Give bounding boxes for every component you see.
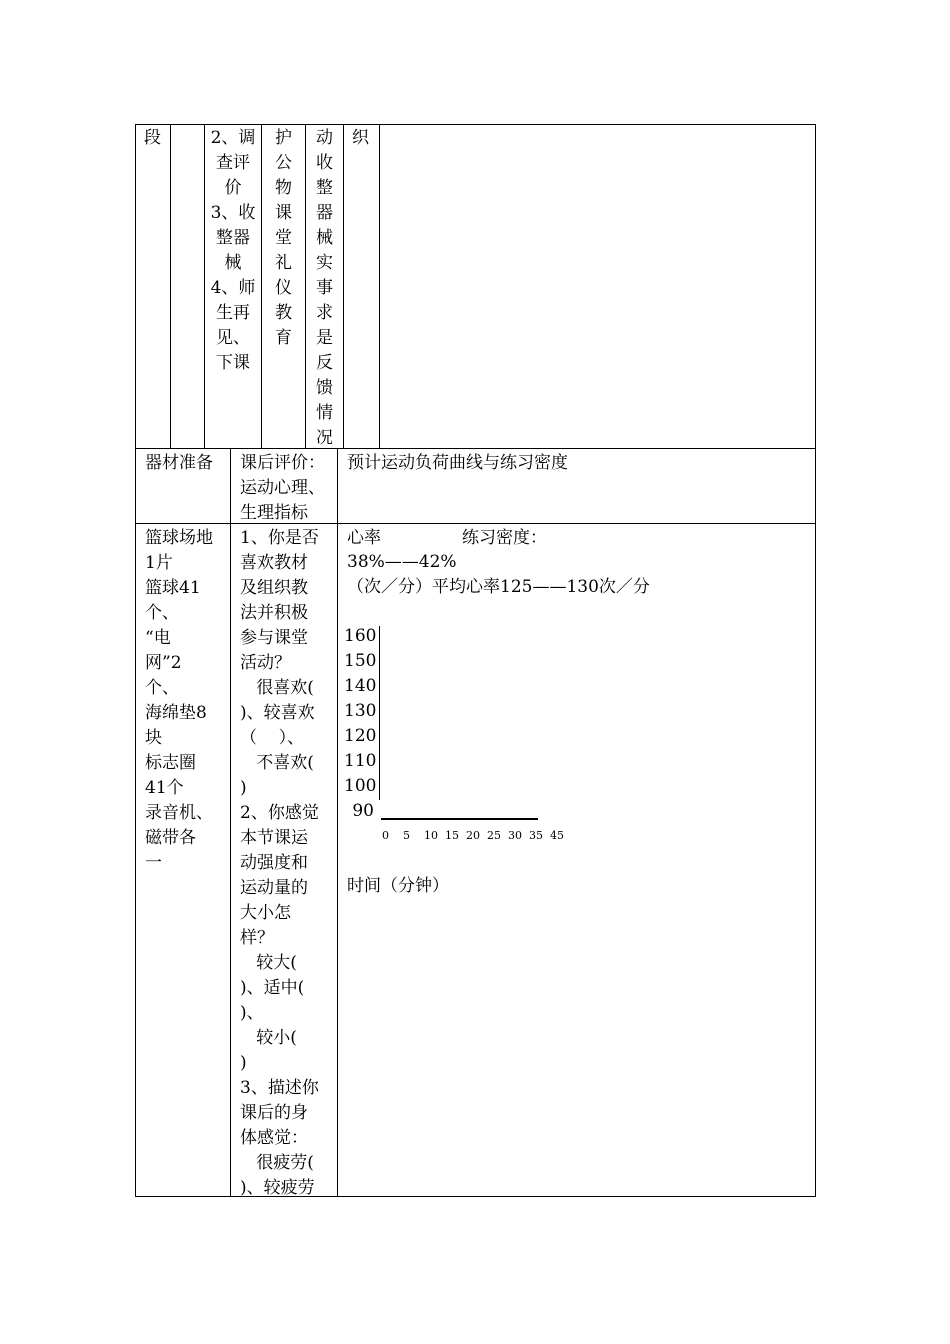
evaluation-line: 动强度和 (240, 853, 308, 873)
feedback-char: 反 (316, 353, 333, 373)
evaluation-line: )、适中( (240, 978, 305, 998)
x-tick-label: 35 (529, 829, 543, 842)
equipment-title: 器材准备 (145, 453, 213, 473)
education-char: 育 (275, 328, 292, 348)
density-label: 练习密度： (462, 528, 547, 548)
evaluation-line: 较大( (240, 953, 297, 973)
evaluation-line: 喜欢教材 (240, 553, 308, 573)
evaluation-line: )、较疲劳 (240, 1178, 315, 1198)
top-row-feedback-cell (306, 126, 343, 451)
feedback-char: 器 (316, 203, 333, 223)
education-char: 礼 (275, 253, 292, 273)
evaluation-line: 课后的身 (240, 1103, 308, 1123)
evaluation-line: )、较喜欢 (240, 703, 315, 723)
steps-line: 价 (224, 178, 242, 198)
equipment-line: 网”2 (145, 653, 182, 673)
evaluation-line: 及组织教 (240, 578, 308, 598)
equipment-list (145, 526, 213, 876)
low-col-sep-2 (337, 448, 338, 1196)
evaluation-line: 较小( (240, 1028, 297, 1048)
heart-rate-chart (340, 620, 600, 850)
top-row-stage-cell: 段 (144, 128, 161, 148)
y-tick-label: 150 (344, 651, 377, 671)
education-char: 公 (275, 153, 292, 173)
evaluation-title-line: 课后评价： (240, 453, 325, 473)
density-value: 38%——42% (347, 552, 457, 572)
feedback-char: 收 (316, 153, 333, 173)
y-tick-label: 140 (344, 676, 377, 696)
steps-line: 整器 (216, 228, 250, 248)
feedback-char: 械 (316, 228, 333, 248)
feedback-char: 馈 (316, 378, 333, 398)
steps-line: 见、 (216, 328, 250, 348)
evaluation-line: 参与课堂 (240, 628, 308, 648)
education-char: 物 (275, 178, 292, 198)
evaluation-line: 3、描述你 (240, 1078, 319, 1098)
evaluation-line: 大小怎 (240, 903, 291, 923)
evaluation-line: 2、你感觉 (240, 803, 319, 823)
y-tick-label: 100 (344, 776, 377, 796)
equipment-line: 一 (145, 853, 162, 873)
evaluation-line: 体感觉： (240, 1128, 308, 1148)
evaluation-line: )、 (240, 1003, 264, 1023)
y-tick-label: 130 (344, 701, 377, 721)
equipment-line: 海绵垫8 (145, 703, 207, 723)
top-col-sep-6 (379, 124, 380, 448)
row-separator-2 (135, 523, 816, 524)
evaluation-line: 活动？ (240, 653, 291, 673)
heart-rate-label: 心率 (347, 528, 381, 548)
equipment-line: 41个 (145, 778, 184, 798)
top-row-organize-cell: 织 (352, 128, 369, 148)
feedback-char: 整 (316, 178, 333, 198)
steps-line: 械 (224, 253, 242, 273)
top-col-sep-1 (170, 124, 171, 448)
chart-y-axis (379, 626, 380, 800)
feedback-char: 是 (316, 328, 333, 348)
equipment-line: 篮球场地 (145, 528, 213, 548)
feedback-char: 求 (316, 303, 333, 323)
top-col-sep-3 (261, 124, 262, 448)
unit-line: （次／分）平均心率125——130次／分 (347, 577, 650, 597)
evaluation-title-line: 生理指标 (240, 503, 308, 523)
x-tick-label: 15 (445, 829, 459, 842)
feedback-char: 况 (316, 428, 333, 448)
feedback-char: 实 (316, 253, 333, 273)
x-tick-label: 45 (550, 829, 564, 842)
evaluation-line: 很疲劳( (240, 1153, 314, 1173)
equipment-line: 磁带各 (145, 828, 196, 848)
education-char: 课 (275, 203, 292, 223)
table-border-left (135, 124, 136, 1197)
x-tick-label: 25 (487, 829, 501, 842)
evaluation-title-line: 运动心理、 (240, 478, 325, 498)
evaluation-line: 法并积极 (240, 603, 308, 623)
feedback-char: 情 (316, 403, 333, 423)
steps-line: 4、师 (210, 278, 256, 298)
y-tick-label: 110 (344, 751, 377, 771)
low-col-sep-1 (230, 448, 231, 1196)
table-border-top (135, 124, 816, 125)
equipment-line: “电 (145, 628, 171, 648)
steps-line: 查评 (216, 153, 250, 173)
y-tick-label: 120 (344, 726, 377, 746)
row-separator-1 (135, 448, 816, 449)
x-tick-label: 20 (466, 829, 480, 842)
evaluation-line: 不喜欢( (240, 753, 314, 773)
education-char: 仪 (275, 278, 292, 298)
equipment-line: 录音机、 (145, 803, 213, 823)
top-row-education-cell (263, 126, 304, 351)
top-col-sep-2 (204, 124, 205, 448)
feedback-char: 动 (316, 128, 333, 148)
evaluation-line: 样？ (240, 928, 274, 948)
y-tick-label: 90 (352, 801, 374, 821)
evaluation-line: ) (240, 778, 247, 798)
equipment-line: 个、 (145, 678, 179, 698)
evaluation-questions (240, 526, 319, 1201)
education-char: 护 (275, 128, 292, 148)
equipment-line: 1片 (145, 553, 173, 573)
education-char: 教 (275, 303, 292, 323)
chart-x-axis (381, 818, 538, 820)
steps-line: 生再 (216, 303, 250, 323)
evaluation-line: 很喜欢( (240, 678, 314, 698)
equipment-line: 标志圈 (145, 753, 196, 773)
x-tick-label: 30 (508, 829, 522, 842)
feedback-char: 事 (316, 278, 333, 298)
time-label: 时间（分钟） (347, 876, 449, 896)
curve-title: 预计运动负荷曲线与练习密度 (347, 453, 568, 473)
table-border-right (815, 124, 816, 1197)
x-tick-label: 10 (424, 829, 438, 842)
education-char: 堂 (275, 228, 292, 248)
equipment-line: 篮球41 (145, 578, 201, 598)
x-tick-label: 5 (403, 829, 410, 842)
evaluation-title (240, 451, 325, 526)
top-col-sep-5 (343, 124, 344, 448)
table-border-bottom (135, 1196, 816, 1197)
steps-line: 2、调 (210, 128, 256, 148)
evaluation-line: 运动量的 (240, 878, 308, 898)
steps-line: 3、收 (210, 203, 256, 223)
evaluation-line: ) (240, 1053, 247, 1073)
steps-line: 下课 (216, 353, 250, 373)
evaluation-line: （ ）、 (240, 728, 305, 748)
evaluation-line: 1、你是否 (240, 528, 319, 548)
top-row-steps-cell (206, 126, 260, 376)
evaluation-line: 本节课运 (240, 828, 308, 848)
y-tick-label: 160 (344, 626, 377, 646)
equipment-line: 块 (145, 728, 162, 748)
equipment-line: 个、 (145, 603, 179, 623)
x-tick-label: 0 (382, 829, 389, 842)
